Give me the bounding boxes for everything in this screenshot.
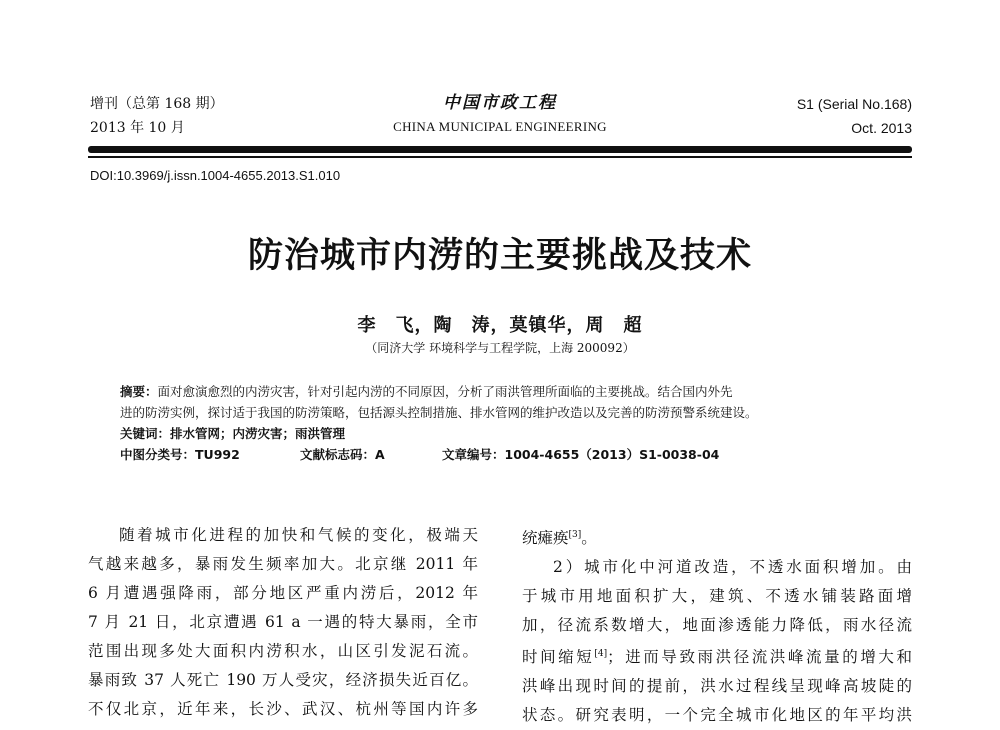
article-number-value: 1004-4655（2013）S1-0038-04 (504, 447, 720, 462)
journal-name-cn: 中国市政工程 (443, 93, 557, 113)
doc-code-label: 文献标志码： (300, 447, 376, 462)
body-right-text: ；进而导致雨洪径流洪峰流量的增大和 (607, 648, 912, 667)
abstract-block (120, 381, 890, 465)
body-right-line: 加，径流系数增大，地面渗透能力降低，雨水径流 (522, 616, 912, 635)
citation-ref-4: [4] (594, 649, 608, 660)
keywords-label: 关键词： (120, 426, 171, 441)
body-left-line: 气越来越多，暴雨发生频率加大。北京继 2011 年 (88, 555, 478, 573)
clc-field (120, 444, 240, 465)
article-number-label: 文章编号： (442, 447, 505, 462)
doc-code-value: A (375, 447, 385, 462)
body-left-line: 不仅北京，近年来，长沙、武汉、杭州等国内许多 (88, 700, 478, 718)
clc-label: 中图分类号： (120, 447, 196, 462)
issue-en: S1 (Serial No.168) (796, 96, 912, 112)
date-cn: 2013 年 10 月 (90, 120, 185, 136)
article-number-field (442, 444, 719, 465)
citation-ref-3: [3] (568, 530, 582, 540)
abstract-line-2: 进的防涝实例，探讨适于我国的防涝策略，包括源头控制措施、排水管网的维护改造以及完善的防涝预警系统建设。 (120, 405, 758, 420)
body-left-line: 范围出现多处大面积内涝积水，山区引发泥石流。 (88, 642, 478, 660)
date-en: Oct. 2013 (851, 120, 912, 136)
body-right-text: 统瘫痪 (522, 529, 569, 548)
body-column-right (522, 521, 912, 730)
body-right-line (522, 640, 912, 672)
keywords-value: 排水管网；内涝灾害；雨洪管理 (170, 426, 346, 441)
clc-value: TU992 (195, 447, 240, 462)
keywords-line (120, 423, 890, 444)
header-rule-thin (88, 156, 912, 158)
abstract-text-1: 面对愈演愈烈的内涝灾害，针对引起内涝的不同原因，分析了雨洪管理所面临的主要挑战。结合国内外先 (157, 384, 733, 399)
affiliation: （同济大学 环境科学与工程学院，上海 200092） (365, 341, 635, 355)
authors: 李 飞，陶 涛，莫镇华，周 超 (357, 315, 643, 336)
body-right-text: 。 (581, 529, 597, 548)
body-column-left (88, 521, 478, 724)
header-right (797, 92, 912, 140)
body-left-line: 6 月遭遇强降雨，部分地区严重内涝后，2012 年 (88, 584, 478, 602)
body-right-line: 状态。研究表明，一个完全城市化地区的年平均洪 (522, 706, 912, 725)
doc-code-field (300, 444, 385, 465)
header-rule-thick (88, 146, 912, 153)
body-right-line (522, 521, 912, 553)
body-right-line: 于城市用地面积扩大，建筑、不透水铺装路面增 (522, 587, 912, 606)
body-left-line: 暴雨致 37 人死亡 190 万人受灾，经济损失近百亿。 (88, 671, 478, 689)
body-right-line: 2）城市化中河道改造，不透水面积增加。由 (553, 558, 912, 577)
classification-line (120, 444, 890, 465)
abstract-label: 摘要： (120, 384, 158, 399)
issue-cn: 增刊（总第 168 期） (90, 96, 224, 112)
abstract-line-1 (120, 381, 890, 402)
doi: DOI:10.3969/j.issn.1004-4655.2013.S1.010 (90, 168, 341, 183)
body-left-line: 7 月 21 日，北京遭遇 61 a 一遇的特大暴雨，全市 (88, 613, 478, 631)
article-title: 防治城市内涝的主要挑战及技术 (247, 235, 752, 276)
journal-name-en: CHINA MUNICIPAL ENGINEERING (393, 119, 607, 134)
body-right-line: 洪峰出现时间的提前，洪水过程线呈现峰高坡陡的 (522, 677, 912, 696)
body-left-line: 随着城市化进程的加快和气候的变化，极端天 (119, 526, 478, 544)
body-right-text: 时间缩短 (522, 648, 595, 667)
